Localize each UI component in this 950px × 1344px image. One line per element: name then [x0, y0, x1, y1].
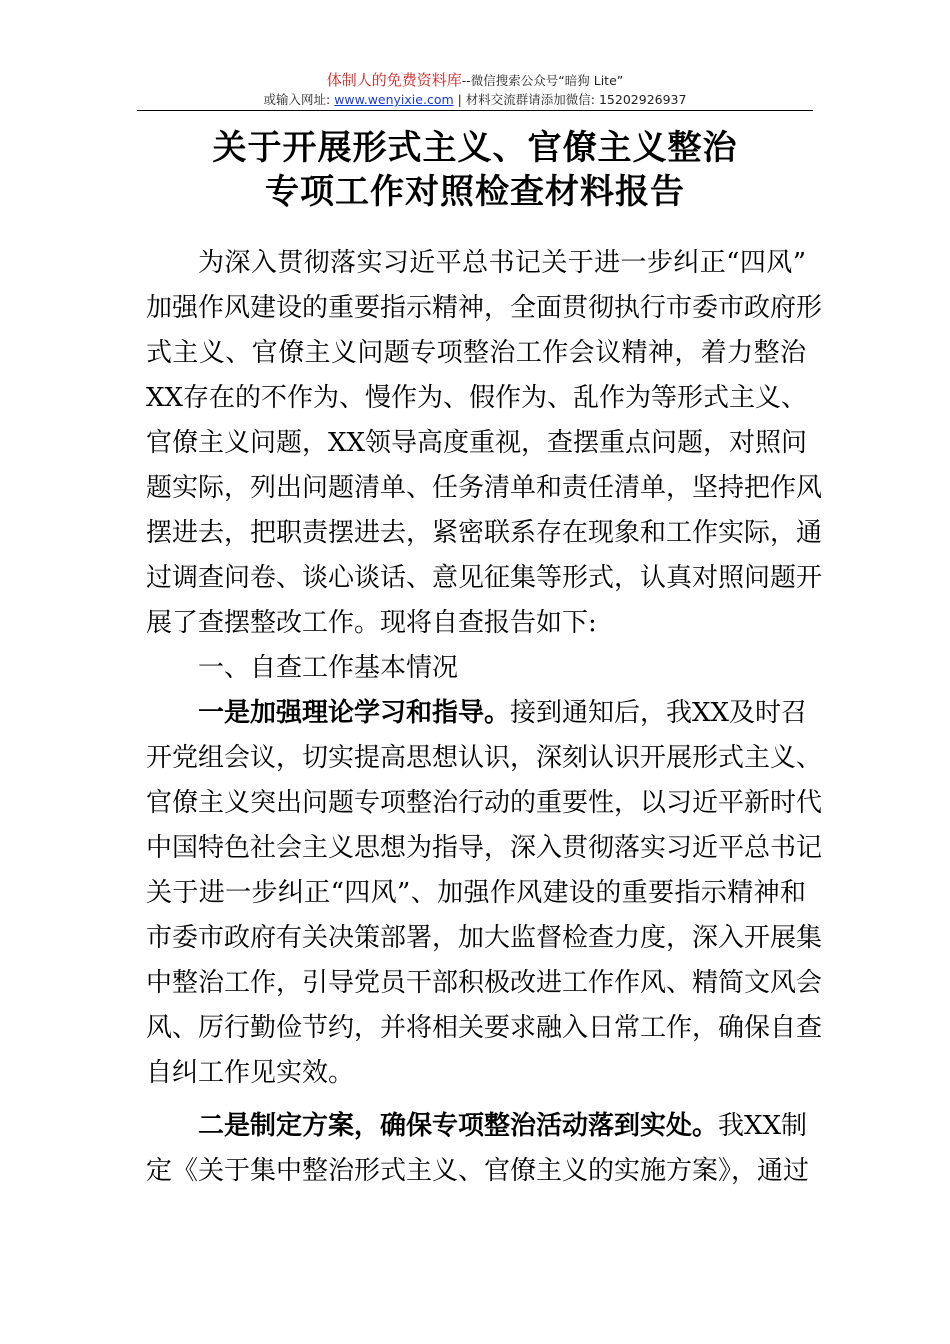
paragraph-1-line: 官僚主义问题，XX领导高度重视，查摆重点问题，对照问 [146, 428, 808, 458]
brand-name: 体制人的免费资料库 [326, 71, 462, 89]
paragraph-1-line: 加强作风建设的重要指示精神，全面贯彻执行市委市政府形 [146, 293, 823, 323]
document-title-line-2: 专项工作对照检查材料报告 [265, 172, 685, 212]
contact-info: | 材料交流群请添加微信: 15202926937 [453, 92, 687, 107]
paragraph-2-line: 开党组会议，切实提高思想认识，深刻认识开展形式主义、 [146, 743, 823, 773]
paragraph-3-line: 定《关于集中整治形式主义、官僚主义的实施方案》，通过 [146, 1156, 810, 1186]
banner-tagline: --微信搜索公众号“暗狗 Lite” [461, 73, 624, 88]
paragraph-2-line: 中国特色社会主义思想为指导，深入贯彻落实习近平总书记 [146, 833, 823, 863]
paragraph-2-line: 风、厉行勤俭节约，并将相关要求融入日常工作，确保自查 [146, 1013, 823, 1043]
url-prefix: 或输入网址: [263, 92, 335, 107]
document-body [146, 241, 823, 1194]
paragraph-3-first-line [146, 1104, 806, 1149]
website-link[interactable]: www.wenyixie.com [334, 92, 454, 107]
source-banner [0, 69, 950, 92]
header-divider [137, 110, 813, 111]
paragraph-1-line: XX存在的不作为、慢作为、假作为、乱作为等形式主义、 [146, 383, 808, 413]
paragraph-1-line: 题实际，列出问题清单、任务清单和责任清单，坚持把作风 [146, 473, 823, 503]
paragraph-1-line: 摆进去，把职责摆进去，紧密联系存在现象和工作实际，通 [146, 518, 823, 548]
document-title-line-1: 关于开展形式主义、官僚主义整治 [212, 128, 738, 168]
source-contact-line [0, 91, 950, 109]
paragraph-2-lead: 一是加强理论学习和指导。 [198, 698, 511, 728]
paragraph-1-line: 式主义、官僚主义问题专项整治工作会议精神，着力整治 [146, 338, 806, 368]
section-heading-1: 一、自查工作基本情况 [198, 653, 459, 683]
paragraph-2-line: 关于进一步纠正“四风”、加强作风建设的重要指示精神和 [146, 878, 806, 908]
paragraph-1-line: 为深入贯彻落实习近平总书记关于进一步纠正“四风” [198, 248, 806, 278]
paragraph-2-line: 中整治工作，引导党员干部积极改进工作作风、精简文风会 [146, 968, 823, 998]
paragraph-2-line: 市委市政府有关决策部署，加大监督检查力度，深入开展集 [146, 923, 823, 953]
paragraph-2-line: 官僚主义突出问题专项整治行动的重要性，以习近平新时代 [146, 788, 823, 818]
paragraph-3-first-rest: 我XX制 [718, 1111, 808, 1141]
paragraph-2-line: 自纠工作见实效。 [146, 1058, 355, 1088]
paragraph-1-line: 过调查问卷、谈心谈话、意见征集等形式，认真对照问题开 [146, 563, 823, 593]
paragraph-3-lead: 二是制定方案，确保专项整治活动落到实处。 [198, 1111, 719, 1141]
paragraph-2-first-line [146, 691, 806, 736]
paragraph-1-line: 展了查摆整改工作。现将自查报告如下: [146, 608, 597, 638]
paragraph-2-first-rest: 接到通知后，我XX及时召 [510, 698, 808, 728]
